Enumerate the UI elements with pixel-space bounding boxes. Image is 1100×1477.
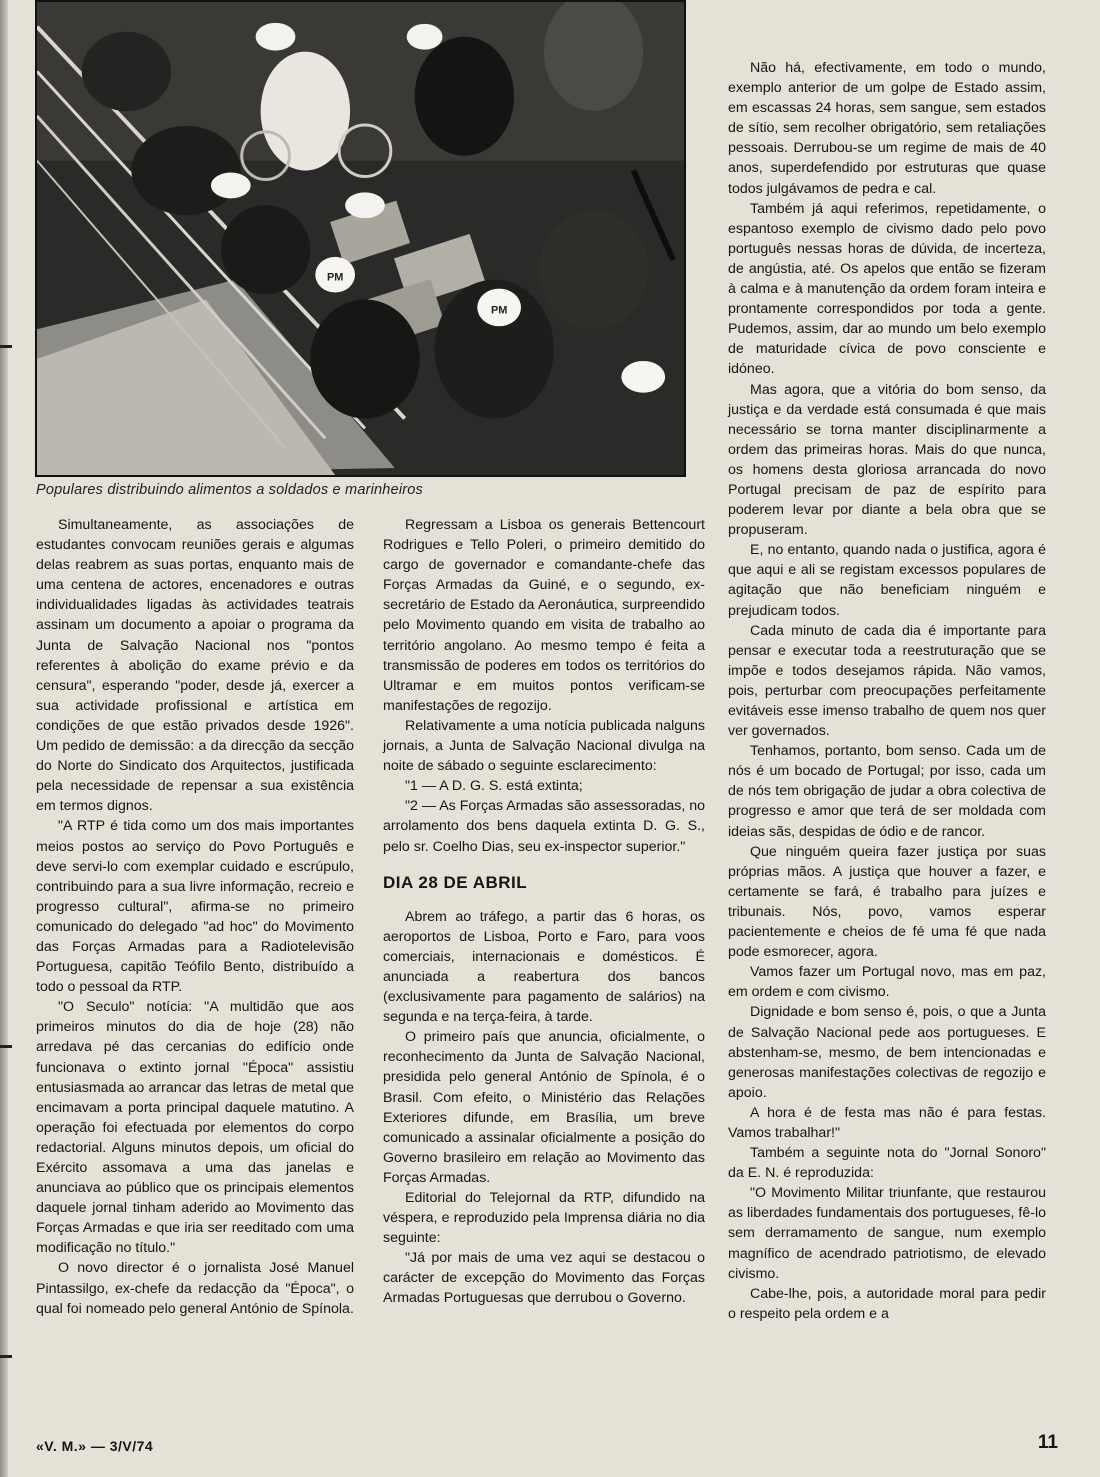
paragraph: "Já por mais de uma vez aqui se destacou o carácter de excepção do Movimento das Forças Armadas Portuguesas que derrubou o Governo. — [383, 1250, 705, 1307]
text-column-2 — [383, 515, 705, 1309]
news-photo — [35, 0, 686, 477]
paragraph: Relativamente a uma notícia publicada nalguns jornais, a Junta de Salvação Nacional divulga na noite de sábado o seguinte esclarecimento: — [383, 717, 705, 775]
paragraph: "O Seculo" notícia: "A multidão que aos primeiros minutos do dia de hoje (28) não arredava pé das cercanias do edifício onde funcionava o extinto jornal "Época" assistiu entusiasmada ao arrancar das letras de metal que encimavam a porta principal daquele matutino. A operação foi efectuada por elementos do corpo redactorial. Alguns minutos depois, um oficial do Exército assomava a uma das janelas e anunciava ao público que os principais elementos daquele jornal tinham aderido ao Movimento das Forças Armadas e que iria ser reeditado com uma modificação no título." — [36, 999, 354, 1257]
text-column-3 — [728, 58, 1046, 1324]
publication-footer: «V. M.» — 3/V/74 — [36, 1438, 154, 1454]
binding-mark — [0, 345, 12, 348]
paragraph: Abrem ao tráfego, a partir das 6 horas, os aeroportos de Lisboa, Porto e Faro, para voos comerciais, internacionais e domésticos. É anunciada a reabertura dos bancos (exclusivamente para pagamento de salários) na segunda e na terça-feira, à tarde. — [383, 908, 705, 1026]
paragraph: E, no entanto, quando nada o justifica, agora é que aqui e ali se registam excessos populares de agitação que não beneficiam ninguém e prejudicam todos. — [728, 542, 1046, 619]
binding-mark — [0, 1045, 12, 1048]
paragraph: "A RTP é tida como um dos mais importantes meios postos ao serviço do Povo Português e deve servi-lo com exemplar cuidado e escrúpulo, contribuindo para a sua livre informação, recreio e progresso cultural", afirma-se no primeiro comunicado do delegado "ad hoc" do Movimento das Forças Armadas para a Radiotelevisão Portuguesa, capitão Teófilo Bento, distribuído a todo o pessoal da RTP. — [36, 818, 354, 996]
paragraph: Tenhamos, portanto, bom senso. Cada um de nós é um bocado de Portugal; por isso, cada um de nós tem obrigação de judar a obra colectiva de progresso e amor que terá de ser moldada com ideias sãs, despidas de ódio e de rancor. — [728, 743, 1046, 840]
page-number: 11 — [1037, 1432, 1058, 1453]
paragraph: O novo director é o jornalista José Manuel Pintassilgo, ex-chefe da redacção da "Época", o qual foi nomeado pelo general António de Spínola. — [36, 1260, 354, 1317]
paragraph: Mas agora, que a vitória do bom senso, da justiça e da verdade está consumada é que mais necessário se torna manter disciplinarmente a ordem das primeiras horas. Mais do que nunca, os homens desta gloriosa arrancada do novo Portugal precisam de paz de espírito para poderem levar por diante a bela obra que se propuseram. — [728, 381, 1046, 539]
paragraph: "1 — A D. G. S. está extinta; — [405, 778, 583, 795]
paragraph: Também a seguinte nota do "Jornal Sonoro" da E. N. é reproduzida: — [728, 1145, 1046, 1182]
paragraph: Vamos fazer um Portugal novo, mas em paz, em ordem e com civismo. — [728, 964, 1046, 1001]
paragraph: "O Movimento Militar triunfante, que restaurou as liberdades fundamentais dos portugueses, fê-lo sem derramamento de sangue, num exemplo magnífico de acendrado patriotismo, de elevado civismo. — [728, 1185, 1046, 1282]
paragraph: Dignidade e bom senso é, pois, o que a Junta de Salvação Nacional pede aos portugueses. E abstenham-se, mesmo, de bem intencionadas e generosas manifestações colectivas de regozijo e apoio. — [728, 1004, 1046, 1101]
paragraph: "2 — As Forças Armadas são assessoradas, no arrolamento dos bens daquela extinta D. G. S., pelo sr. Coelho Dias, seu ex-inspector superior." — [383, 798, 705, 855]
paragraph: A hora é de festa mas não é para festas. Vamos trabalhar!" — [728, 1104, 1046, 1141]
paragraph: Cada minuto de cada dia é importante para pensar e executar toda a reestruturação que se impõe e todos desejamos rápida. Não vamos, pois, perturbar com preocupações perfeitamente evitáveis esse imenso trabalho de quem nos quer ver governados. — [728, 622, 1046, 740]
paragraph: Regressam a Lisboa os generais Bettencourt Rodrigues e Tello Poleri, o primeiro demitido do cargo de governador e comandante-chefe das Forças Armadas da Guiné, e o segundo, ex-secretário de Estado da Aeronáutica, surpreendido pelo Movimento quando em visita de trabalho ao território angolano. Ao mesmo tempo é feita a transmissão de poderes em todos os territórios do Ultramar e em muitos pontos verificam-se manifestações de regozijo. — [383, 517, 705, 714]
paragraph: Cabe-lhe, pois, a autoridade moral para pedir o respeito pela ordem e a — [728, 1285, 1046, 1322]
helmet-label: PM — [326, 271, 344, 284]
paragraph: O primeiro país que anuncia, oficialmente, o reconhecimento da Junta de Salvação Nacional, presidida pelo general António de Spínola, é o Brasil. Com efeito, o Ministério das Relações Exteriores difunde, em Brasília, um breve comunicado a assinalar oficialmente a posição do Governo brasileiro em relação ao Movimento das Forças Armadas. — [383, 1029, 705, 1186]
text-column-1 — [36, 515, 354, 1319]
paragraph: Não há, efectivamente, em todo o mundo, exemplo anterior de um golpe de Estado assim, em escassas 24 horas, sem sangue, sem estados de sítio, sem recolher obrigatório, sem retaliações pessoais. Derrubou-se um regime de mais de 40 anos, superdefendido por estruturas que quase todos julgávamos de pedra e cal. — [728, 60, 1046, 197]
binding-mark — [0, 1355, 12, 1358]
paragraph: Que ninguém queira fazer justiça por suas próprias mãos. A justiça que houver a fazer, e certamente se fará, é trabalho para juízes e tribunais. Nós, povo, vamos esperar pacientemente e cheios de fé uma fé que nada pode esmorecer, agora. — [728, 843, 1046, 961]
crowd-illustration — [37, 2, 684, 475]
paragraph: Simultaneamente, as associações de estudantes convocam reuniões gerais e algumas delas reabrem as suas portas, enquanto mais de uma centena de actores, encenadores e outras individualidades ligadas às actividades teatrais assinam um documento a apoiar o programa da Junta de Salvação Nacional nos "pontos referentes à abolição do exame prévio e da censura", esperando "poder, desde já, exercer a sua actividade profissional e artística em condições de que estão privados desde 1926". Um pedido de demissão: a da direcção da secção do Norte do Sindicato dos Arquitectos, justificada pela necessidade de repensar a sua existência em termos dignos. — [36, 517, 354, 815]
photo-caption: Populares distribuindo alimentos a soldados e marinheiros — [36, 482, 423, 498]
paragraph: Também já aqui referimos, repetidamente, o espantoso exemplo de civismo dado pelo povo português nessas horas de dúvida, de incerteza, de angústia, até. Os apelos que então se fizeram à calma e à manutenção da ordem foram inteira e prontamente correspondidos por toda a gente. Pudemos, assim, dar ao mundo um belo exemplo de maturidade cívica de povo consciente e idóneo. — [728, 200, 1046, 378]
helmet-label: PM — [490, 304, 508, 317]
page-edge — [0, 0, 8, 1477]
paragraph: Editorial do Telejornal da RTP, difundido na véspera, e reproduzido pela Imprensa diária no dia seguinte: — [383, 1190, 705, 1247]
section-heading: DIA 28 DE ABRIL — [383, 872, 528, 892]
